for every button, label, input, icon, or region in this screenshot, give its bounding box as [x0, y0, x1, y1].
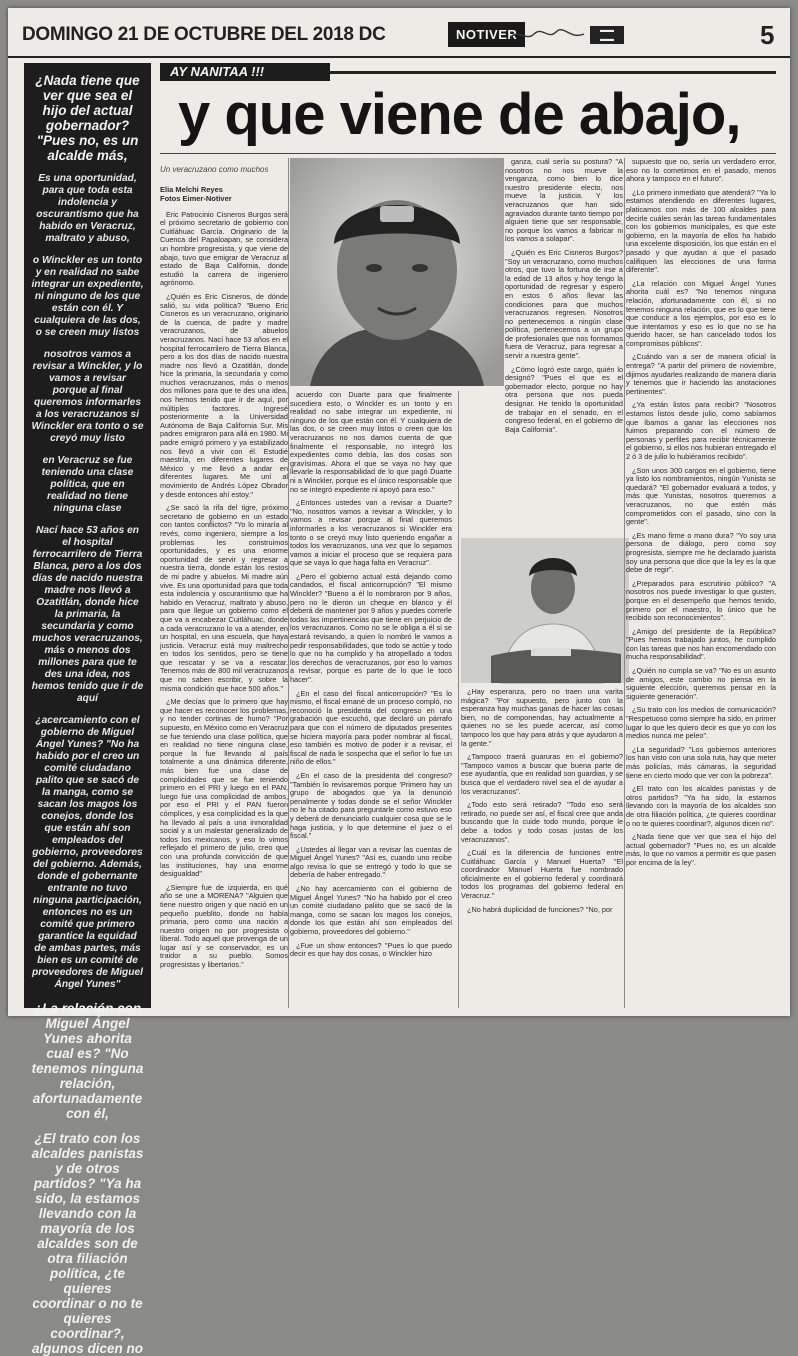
sidebar-quote: Es una oportunidad, para que toda esta indolencia y oscurantismo que ha habido en Veracruz, maltrato y abuso, [36, 173, 139, 244]
article-paragraph: ¿Quién es Eric Cisneros, de dónde salió, su vida política? "Bueno Eric Cisneros es un veracruzano, originario de la cuenca, de padre y madre veracruzanos, de abuelos veracruzanos. Nací hace 53 años en el hospital ferrocarrilero de Tierra Blanca, pero a los dos días de nacido nuestra madre nos llevó a Ozatitlán, donde hice la primaria, la secundaria y como muchos veracruzanos, más o menos dos millones para que te des una idea, nos hemos tenido que ir de aquí, por múltiples factores. Ingresé posteriormente a la Universidad Autónoma de Baja California Sur. Mis padres emigraron para allá en 1980. Mi padre emigró primero y ya estabilizado nos llevó a vivir con él. Estudié maestría, en diferentes lugares de México y me llevó a andar en diferentes lugares. Me uní al movimiento de Andrés López Obrador y desde entonces ahí estoy." [160, 291, 288, 499]
article-paragraph: ¿Ya están listos para recibir? "Nosotros estamos listos desde julio, como sabíamos que íbamos a ganar las elecciones nos fuimos preparando con el número de personas y perfiles para recibir técnicamente el gobierno, si ellos nos hubieran entregado el 2 ó 3 de julio lo hubiéramos recibido". [626, 400, 776, 461]
article-paragraph: ¿Pero el gobierno actual está dejando como candados, el fiscal anticorrupción? "El mismo Winckler? "Bueno a él lo nombraron por 9 años, pero no le dieron un cheque en blanco y él deberá de mantener por 9 años y puedes correrle todas las impertinencias que tiene en perjuicio de los veracruzanos. Como no se le obliga a él si se estará revisando, a quien lo nombró le vamos a pedir responsabilidades, que todo se actúe y todo lo que no ha cumplido y ha atropellado a todos los derechos de veracruzanos, por eso lo vamos a revisar, porque es parte de lo que le tocó hacer". [290, 571, 452, 684]
article-paragraph: ¿Siempre fue de izquierda, en qué año se une a MORENA? "Alguien que tiene nuestro origen y que nació en un pequeño pueblito, donde no había primaria, pero como una nación a nuestro origen no por progresista o liberal. Todo aquel que provenga de un lugar así y se conservador, es un traidor a su pueblo. Somos progresistas y libertarios." [160, 882, 288, 970]
portrait-photo [290, 158, 504, 386]
article-paragraph: ¿Quién es Eric Cisneros Burgos? "Soy un veracruzano, como muchos otros, que tuvo la fortuna de irse a la edad de 13 años y hoy tengo la oportunidad de regresar y espero en estos 6 años llevar las condiciones para que muchos veracruzanos regresen. Nosotros no pertenecemos a ningún clase política, pertenecemos a un grupo de profesionales que nos formamos fuera de Veracruz, para regresar a servir a nuestra gente". [505, 247, 623, 361]
masthead [8, 8, 790, 58]
article-paragraph: ¿Amigo del presidente de la República? "Pues hemos trabajado juntos, he cumplido con las tareas que nos han encomendado con mucha responsabilidad". [626, 626, 776, 662]
newspaper-page [8, 8, 790, 1356]
article-column-3 [505, 158, 623, 536]
column-body [160, 211, 288, 970]
article-paragraph: ¿Lo primero inmediato que atenderá? "Ya lo estamos atendiendo en diferentes lugares, platicamos con más de 100 alcaldes para decirle cuáles serán las tareas fundamentales con los gobiernos municipales, es que este gobierno, en la mayoría de ellos ha habido una excelente disposición, los que están en el pasado y que ayudan a que el pasado califiquen las elecciones de una forma diferente". [626, 187, 776, 275]
article-paragraph: ¿Son unos 300 cargos en el gobierno, tiene ya listo los nombramientos, ningún Yunista se quedará? "El gobernador evaluará a todos, y más que Yunistas, nosotros queremos a veracruzanos, no que estén más comprometidos con el pasado, sino con la gente". [626, 465, 776, 527]
column-divider [624, 158, 625, 1008]
article-paragraph: ¿Ustedes al llegar van a revisar las cuentas de Miguel Ángel Yunes? "Así es, cuando uno recibe algo revisa lo que se entregó y todo lo que se debería de haber entregado." [290, 844, 452, 880]
article-byline [160, 185, 288, 203]
issue-date: DOMINGO 21 DE OCTUBRE DEL 2018 DC [22, 24, 386, 45]
headline: y que viene de abajo, [178, 82, 741, 147]
sidebar-quote: ¿La relación con Miguel Ángel Yunes ahorita cual es? "No tenemos ninguna relación, afortunadamente con él, [31, 1001, 144, 1121]
article-subhead: Un veracruzano como muchos [160, 165, 269, 174]
sidebar-quote: Nací hace 53 años en el hospital ferrocarrilero de Tierra Blanca, pero a los dos días de nacido nuestra madre nos llevó a Ozatitlán, donde hice la primaria, la secundaria y como muchos veracruzanos, más o menos dos millones para que te des una idea, nos hemos tenido que ir de aquí [31, 525, 144, 704]
column-divider [288, 158, 289, 1008]
headline-rule [160, 153, 776, 154]
sidebar-quote: en Veracruz se fue teniendo una clase política, que en realidad no tiene ninguna clase [41, 455, 134, 514]
article-paragraph: ¿Tampoco traerá guaruras en el gobierno? "Tampoco vamos a buscar que buena parte de ese ayudantía, que en realidad son guardias, y se busca que el verdadero nivel sea el de ayudar a los veracruzanos". [461, 752, 623, 796]
article-paragraph: Eric Patrocinio Cisneros Burgos será el próximo secretario de gobierno con Cuitláhuac García. Originario de la Cuenca del Papaloapan, se considera un hombre progresista, y que viene de abajo, tuvo que emigrar de Veracruz al estado de Baja California, donde estudió la carrera de ingeniero agrónomo. [160, 209, 288, 288]
seated-photo [461, 538, 629, 683]
article-paragraph: ¿La relación con Miguel Ángel Yunes ahorita cuál es? "No tenemos ninguna relación, afortunadamente con él, si no tenemos ninguna relación, que es lo que tiene que conducir a los ejemplos, por eso es lo que intentamos y eso es lo que no se ha querido hacer, se han cancelado todos los compromisos públicos". [626, 278, 776, 348]
article-paragraph: ¿Nada tiene que ver que sea el hijo del actual gobernador? "Pues no, es un alcalde más, lo que no vamos a permitir es que pasen por encima de la ley". [626, 832, 776, 867]
article-paragraph: ¿Preparados para escrutinio público? "A nosotros nos puede investigar lo que gusten, porque en el desempeño que hemos tenido, primero por el maestro, lo único que he recibido son reconocimientos". [626, 578, 776, 623]
sidebar-quote: o Winckler es un tonto y en realidad no sabe integrar un expediente, ni ninguno de los que están con él. Y cualquiera de las dos, o se creen muy listos [31, 255, 144, 338]
article-column-1 [160, 158, 288, 1008]
signature-scribble-icon [508, 26, 586, 44]
article-paragraph: ¿Es mano firme o mano dura? "Yo soy una persona de diálogo, pero como soy progresista, siempre me he declarado juarista soy una persona que dice que la ley es la que debe de regir". [626, 530, 776, 575]
article-paragraph: ganza, cuál sería su postura? "A nosotros no nos mueve la venganza, como bien lo dice nuestro presidente electo, nos mueve la justicia. Y los veracruzanos que han sido agraviados durante tanto tiempo por alguien tiene que ser responsable, no porque los vamos a fabricar ni los vamos a solapar". [505, 157, 623, 244]
sidebar-quote: ¿El trato con los alcaldes panistas y de otros partidos? "Ya ha sido, la estamos llevando con la mayoría de los alcaldes son de otra filiación política, ¿te quieres coordinar o no te quieres coordinar?, algunos dicen no [31, 1131, 144, 1356]
article-paragraph: ¿Su trato con los medios de comunicación? "Respetuoso como siempre ha sido, en primer lugar lo que les quiero decir es que yo con los medios nunca me peleo". [626, 705, 776, 741]
article-paragraph: ¿Cómo logró este cargo, quién lo designó? "Pues el que es el gobernador electo, porque no hay otra persona que nos pueda designar. He tenido la oportunidad de trabajar en el senado, en el congreso federal, en el gobierno de Baja California". [505, 364, 623, 434]
newspaper-logo: NOTIVER [448, 22, 525, 47]
article-paragraph: ¿Fue un show entonces? "Pues lo que puedo decir es que hay dos cosas, o Winckler hizo [290, 940, 452, 959]
article-paragraph: ¿Todo esto será retirado? "Todo eso será retirado, no puede ser así, el fiscal cree que anda buscando que lo cuide todo mundo, porque le debe a todos y todo cosas justas de los veracruzanos". [461, 800, 623, 844]
article-paragraph: ¿Cuál es la diferencia de funciones entre Cuitláhuac García y Manuel Huerta? "El coordinador Manuel Huerta fue nombrado oficialmente en el gobierno federal y coordinará todos los programas del gobierno federal en Veracruz." [461, 848, 623, 901]
sidebar-quotes [24, 63, 151, 1356]
page-number: 5 [760, 20, 775, 50]
byline-photo-credit: Fotos Eimer-Notiver [160, 193, 232, 203]
article-paragraph: ¿No hay acercamiento con el gobierno de Miguel Ángel Yunes? "No ha habido por el creo un comité ciudadano paliito que se sacó de la manga, como se sacan los magos los conejos, donde los que están ahí son empleados del gobierno, proveedores del gobierno." [290, 884, 452, 937]
kicker-rule [330, 71, 776, 74]
article-paragraph: ¿En el caso del fiscal anticorrupción? "Es lo mismo, el fiscal emané de un proceso compló, no reconoció la presidenta del congreso en una grabación que escuchó, que declaró un párrafo para que con el número de diputados presentes se hiciera mayoría para poder nombrar al fiscal, eso también es motivo de poder ir a revisar, el fiscal de nada le sospecha que el señor lo fue un niño de ellos." [290, 688, 452, 767]
article-column-4 [626, 158, 776, 1008]
article-column-2 [290, 391, 452, 1008]
sidebar-quote: ¿Nada tiene que ver que sea el hijo del actual gobernador? "Pues no, es un alcalde más, [35, 73, 140, 163]
sidebar-quote: ¿acercamiento con el gobierno de Miguel Ángel Yunes? "No ha habido por el creo un comité ciudadano palito que se sacó de la manga, como se sacan los magos los conejos, donde los que están ahí son empleados del gobierno, proveedores del gobierno. Además, donde el gobernante entrante no tuvo ninguna participación, entonces no es un comité que primero garantice la equidad de ambas partes, más bien es un comité de proveedores de Miguel Ángel Yunes" [32, 715, 143, 990]
article-column-3-lower [461, 688, 623, 1008]
article-paragraph: ¿El trato con los alcaldes panistas y de otros partidos? "Ya ha sido, la estamos llevando con la mayoría de los alcaldes son de otra filiación política, ¿te quieres coordinar o no te quieres coordinar?, algunos dicen no". [626, 784, 776, 828]
article-paragraph: ¿Hay esperanza, pero no traen una varita mágica? "Por supuesto, pero junto con la esperanza hay muchas ganas de hacer las cosas bien, no de componendas, hay actualmente a quienes no se les puede acercar, así como tampoco los que hay para atrás y que ayudaron a la gente." [461, 687, 623, 748]
section-kicker: AY NANITAA !!! [160, 63, 330, 81]
article-paragraph: supuesto que no, sería un verdadero error, eso no lo cometimos en el pasado, menos ahora y tampoco en el futuro". [626, 157, 776, 184]
column-divider [458, 391, 459, 1008]
article-paragraph: acuerdo con Duarte para que finalmente sucediera esto, o Winckler es un tonto y en realidad no sabe integrar un expediente, ni ninguno de los que están con él. Y cualquiera de las dos, o se creen muy listos o creen que los veracruzanos no nos damos cuenta de que finalmente el responsable, no integró los expedientes como debía, las dos cosas son gravísimas. Ahora el que se vaya no hay que llevarle la responsabilidad de lo que pagó Duarte ni a Winckler, porque es el único responsable que no se integró expediente ni apoyó para eso." [290, 390, 452, 494]
byline-author: Elia Melchi Reyes [160, 184, 223, 194]
article-paragraph: ¿La seguridad? "Los gobiernos anteriores los han visto con una sola ruta, hay que meter más policías, más cámaras, la seguridad tiene en cierto modo que ver con la pobreza". [626, 744, 776, 780]
article-paragraph: ¿Me decías que lo primero que hay que hacer es reconocer los problemas, y no tender cortinas de humo? "Por supuesto, en México como en Veracruz se fue teniendo una clase política, que en realidad no tiene ninguna clase, porque la fue llevando al país totalmente a una dinámica diferente, más bien fue una clase de complicidades que se fue teniendo primero en el PRI y luego en el PAN, luego fue una complicidad de ambos, por eso el PRI y el PAN fueron cómplices, y esa complicidad es la que ha llevado al país a una inmoralidad social y a un malestar generalizado de todos los mexicanos, y eso lo vimos reflejado el primero de julio, creo que con una profunda convicción de que las instituciones, hay una enorme desigualdad" [160, 697, 288, 879]
article-paragraph: ¿En el caso de la presidenta del congreso? "También lo revisaremos porque 'Primero hay un grupo de abogados que ya la denunció penalmente y todas donde se el señor Winckler no le ha citado para preguntarle como estuvo eso y deberá de denunciarlo cualquier cosa que se le haga justicia, y lo que determine el juez o el fiscal." [290, 770, 452, 841]
article-paragraph: ¿Entonces ustedes van a revisar a Duarte? "No, nosotros vamos a revisar a Winckler, y lo vamos a revisar porque al final queremos informarles a los veracruzanos si Winckler era tonto o se creyó muy listo queriendo engañar a todos los veracruzanos, una vez que lo sepamos vamos a iniciar el proceso que se requiera para que se vaya lo que haga falta en Veracruz". [290, 498, 452, 568]
article-paragraph: ¿Se sacó la rifa del tigre, próximo secretario de gobierno en un estado con tantos conflictos? "Yo lo miraría al revés, como ingeniero, siempre a los problemas les construimos oportunidades, y es una enorme oportunidad de servir y regresar a nuestra tierra, donde están los restos de mi padre y abuelos. Mi madre aún vive. Es una oportunidad para que toda esta indolencia y oscurantismo que ha habido en Veracruz, maltrato y abuso, para que llegue un gobierno como el que va a encabezar Cuitláhuac, donde a cada veracruzano lo va a atender, en un hospital, en una escuela, que haya justicia. Veracruz está muy maltrecho en todos los sentidos, pero se tiene que rescatar y se va a rescatar. Tenemos más de 800 mil veracruzanos que no saben escribir, y sobre la misma condición que hace 500 años." [160, 503, 288, 693]
sidebar-quote: nosotros vamos a revisar a Winckler, y lo vamos a revisar porque al final queremos informarles a los veracruzanos si Winckler era tonto o se creyó muy listo [31, 349, 144, 444]
article-paragraph: ¿No habrá duplicidad de funciones? "No, por [467, 904, 613, 914]
badge-icon: ▬▬ ▬▬ [590, 26, 624, 44]
article-paragraph: ¿Cuándo van a ser de manera oficial la entrega? "A partir del primero de noviembre, dijimos ayudarles realizando de manera diaria y tenemos que ir haciendo las anotaciones pertinentes". [626, 352, 776, 396]
article-paragraph: ¿Quién no cumpla se va? "No es un asunto de amigos, este cambio no piensa en la siguiente elección, queremos pensar en la siguiente generación". [626, 666, 776, 701]
